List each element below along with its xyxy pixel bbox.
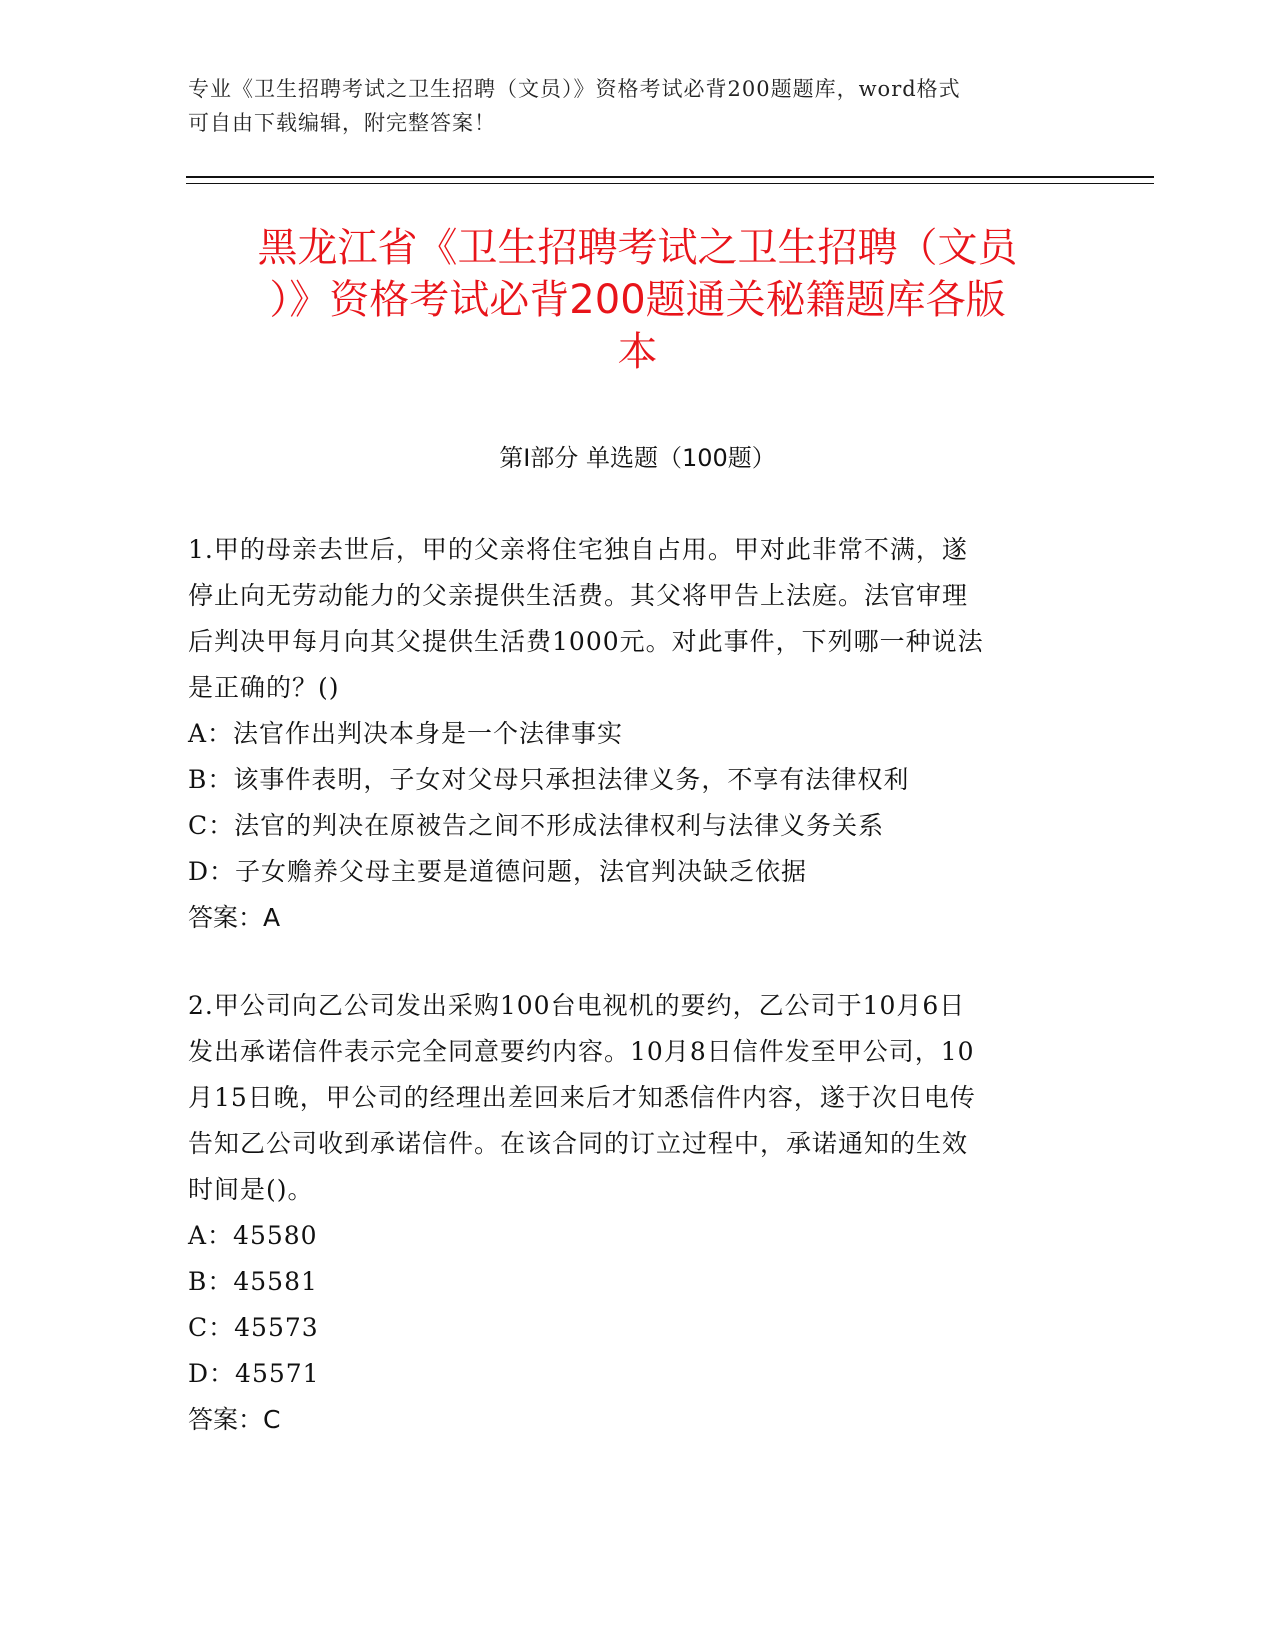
answer-label: 答案：A	[188, 903, 281, 932]
option-a: A：法官作出判决本身是一个法律事实	[188, 719, 624, 748]
header-note-line: 可自由下载编辑，附完整答案！	[188, 111, 496, 135]
question-stem-line: 停止向无劳动能力的父亲提供生活费。其父将甲告上法庭。法官审理	[188, 581, 969, 610]
option-b: B：45581	[188, 1267, 318, 1296]
title-line: ）》资格考试必背200题通关秘籍题库各版	[269, 277, 1006, 323]
title-line: 本	[617, 329, 658, 375]
document-title	[150, 222, 1125, 378]
question-stem-line: 1.甲的母亲去世后，甲的父亲将住宅独自占用。甲对此非常不满，遂	[188, 535, 968, 564]
question-stem-line: 发出承诺信件表示完全同意要约内容。10月8日信件发至甲公司，10	[188, 1037, 975, 1066]
header-rule-thick	[186, 176, 1154, 178]
option-c: C：法官的判决在原被告之间不形成法律权利与法律义务关系	[188, 811, 885, 840]
option-b: B：该事件表明，子女对父母只承担法律义务，不享有法律权利	[188, 765, 910, 794]
question-stem-line: 时间是()。	[188, 1175, 314, 1204]
question-stem-line: 2.甲公司向乙公司发出采购100台电视机的要约，乙公司于10月6日	[188, 991, 966, 1020]
question-stem-line: 告知乙公司收到承诺信件。在该合同的订立过程中，承诺通知的生效	[188, 1129, 969, 1158]
answer-label: 答案：C	[188, 1405, 281, 1434]
option-c: C：45573	[188, 1313, 319, 1342]
option-d: D：子女赡养父母主要是道德问题，法官判决缺乏依据	[188, 857, 808, 886]
header-note	[188, 72, 1068, 140]
option-d: D：45571	[188, 1359, 320, 1388]
question-stem-line: 后判决甲每月向其父提供生活费1000元。对此事件，下列哪一种说法	[188, 627, 984, 656]
header-note-line: 专业《卫生招聘考试之卫生招聘（文员）》资格考试必背200题题库，word格式	[188, 77, 961, 101]
option-a: A：45580	[188, 1221, 318, 1250]
section-title: 第Ⅰ部分 单选题（100题）	[499, 444, 776, 472]
question-1	[188, 527, 1088, 941]
question-2	[188, 983, 1088, 1443]
header-rule-thin	[186, 183, 1154, 184]
question-stem-line: 是正确的？()	[188, 673, 340, 702]
title-line: 黑龙江省《卫生招聘考试之卫生招聘（文员	[257, 225, 1018, 271]
question-stem-line: 月15日晚，甲公司的经理出差回来后才知悉信件内容，遂于次日电传	[188, 1083, 976, 1112]
